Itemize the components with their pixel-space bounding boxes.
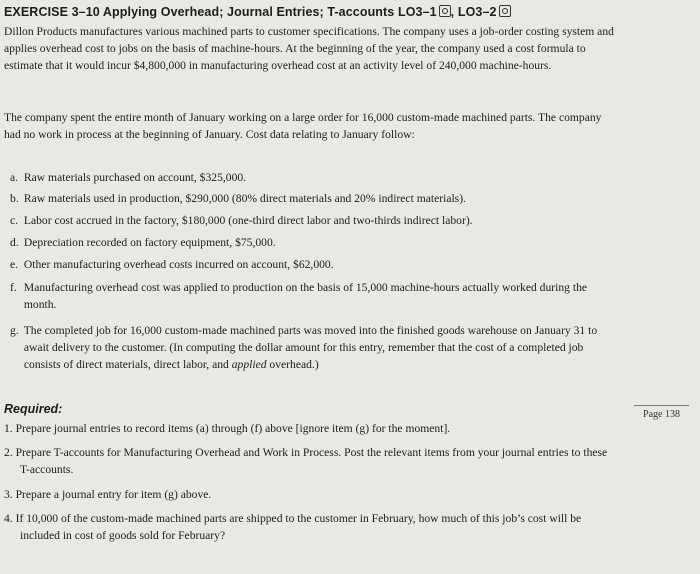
lo-link-1[interactable]: LO3–1 (398, 5, 451, 19)
list-item-b: b. Raw materials used in production, $290,000 (80% direct materials and 20% indirect materials). (10, 192, 466, 205)
lo-link-2[interactable]: LO3–2 (458, 5, 511, 19)
list-item-f: f. Manufacturing overhead cost was applied to production on the basis of 15,000 machine-hours actually worked during the month. (10, 281, 588, 311)
required-item-4: 4. If 10,000 of the custom-made machined parts are shipped to the customer in February, how much of this job’s cost will be (4, 512, 582, 525)
list-item-c: c. Labor cost accrued in the factory, $180,000 (one-third direct labor and two-thirds indirect labor). (10, 214, 473, 227)
required-item-4-cont: included in cost of goods sold for February? (20, 529, 226, 542)
intro-line-3: estimate that it would incur $4,800,000 in manufacturing overhead cost at an activity level of 240,000 machine-hours. (4, 59, 552, 72)
required-item-2: 2. Prepare T-accounts for Manufacturing Overhead and Work in Process. Post the relevant items from your journal entries to these (4, 446, 608, 459)
list-item-e: e. Other manufacturing overhead costs incurred on account, $62,000. (10, 258, 334, 271)
intro-line-2: applies overhead cost to jobs on the basis of machine-hours. At the beginning of the year, the company used a cost formula to (4, 42, 586, 55)
required-item-3: 3. Prepare a journal entry for item (g) above. (4, 488, 212, 501)
required-item-2-cont: T-accounts. (20, 463, 74, 476)
exercise-title: EXERCISE 3–10 Applying Overhead; Journal Entries; T-accounts LO3–1 , LO3–2 (4, 5, 511, 19)
para2-line-1: The company spent the entire month of January working on a large order for 16,000 custom-made machined parts. The company (4, 111, 602, 124)
page-reference: Page 138 (634, 405, 689, 423)
list-item-d: d. Depreciation recorded on factory equipment, $75,000. (10, 236, 276, 249)
list-item-g: g. The completed job for 16,000 custom-made machined parts was moved into the finished goods warehouse on January 31 to await delivery to the customer. (In computing the dollar amount for this entry, remember that the cost of a completed job consists of direct materials, direct labor, and applied overhead.) (10, 324, 598, 371)
required-heading: Required: (4, 402, 63, 416)
learning-objective-icon (439, 5, 451, 17)
required-item-1: 1. Prepare journal entries to record items (a) through (f) above [ignore item (g) for the moment]. (4, 422, 451, 435)
intro-line-1: Dillon Products manufactures various machined parts to customer specifications. The company uses a job-order costing system and (4, 25, 614, 38)
list-item-a: a. Raw materials purchased on account, $325,000. (10, 171, 247, 184)
learning-objective-icon (499, 5, 511, 17)
para2-line-2: had no work in process at the beginning of January. Cost data relating to January follow: (4, 128, 415, 141)
